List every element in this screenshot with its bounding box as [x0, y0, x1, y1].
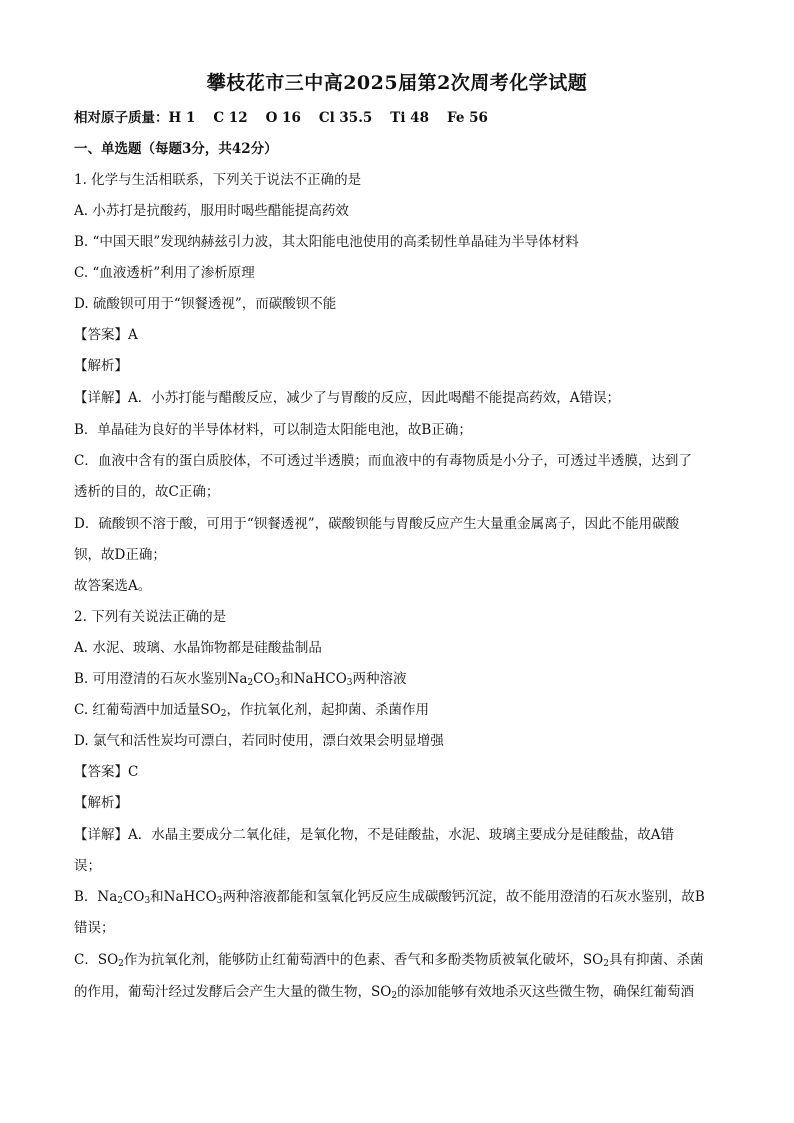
atomic-mass-h: H 1	[168, 110, 196, 126]
subscript: 3	[346, 678, 353, 688]
q1-option-a: A. 小苏打是抗酸药，服用时喝些醋能提高药效	[74, 203, 349, 219]
q1-detail-line: 【详解】A．小苏打能与醋酸反应，减少了与胃酸的反应，因此喝醋不能提高药效，A错误；	[74, 390, 620, 406]
text-segment: 具有抑菌、杀菌	[608, 952, 704, 968]
subscript: 2	[603, 959, 609, 969]
q2-detail-a-cont: 误；	[74, 858, 101, 874]
q1-conclusion: 故答案选A。	[74, 578, 152, 594]
q2-option-a: A. 水泥、玻璃、水晶饰物都是硅酸盐制品	[74, 640, 322, 656]
text-segment: B．Na	[74, 889, 118, 905]
q1-answer: 【答案】A	[74, 327, 138, 343]
q1-detail-line: 透析的目的，故C正确；	[74, 484, 220, 500]
atomic-mass-cl: Cl 35.5	[318, 110, 373, 126]
q2-option-b	[74, 670, 407, 688]
q1-option-c: C. “血液透析”利用了渗析原理	[74, 265, 255, 281]
subscript: 3	[216, 896, 223, 906]
subscript: 2	[118, 959, 124, 969]
section-title: 一、单选题（每题3分，共42分）	[74, 141, 278, 157]
q2-detail-b	[74, 888, 705, 906]
text-segment: 和NaHCO	[280, 671, 347, 687]
page-title: 攀枝花市三中高2025届第2次周考化学试题	[206, 72, 588, 94]
text-segment: C. 红葡萄酒中加适量SO	[74, 702, 221, 718]
q2-detail-b-cont: 错误；	[74, 920, 115, 936]
q2-detail-c	[74, 951, 703, 969]
subscript: 2	[391, 991, 398, 1001]
subscript: 3	[144, 896, 151, 906]
q1-detail-line: B．单晶硅为良好的半导体材料，可以制造太阳能电池，故B正确；	[74, 422, 472, 438]
text-segment: CO	[253, 671, 275, 687]
subscript: 2	[117, 896, 124, 906]
subscript: 2	[247, 678, 254, 688]
q1-stem: 1. 化学与生活相联系，下列关于说法不正确的是	[74, 172, 362, 188]
atomic-mass-ti: Ti 48	[390, 110, 429, 126]
atomic-mass-o: O 16	[265, 110, 301, 126]
text-segment: 的作用，葡萄汁经过发酵后会产生大量的微生物，SO	[74, 984, 392, 1000]
q1-option-b: B. “中国天眼”发现纳赫兹引力波，其太阳能电池使用的高柔韧性单晶硅为半导体材料	[74, 234, 579, 250]
q2-stem: 2. 下列有关说法正确的是	[74, 609, 227, 625]
atomic-mass-fe: Fe 56	[446, 110, 488, 126]
q1-option-d: D. 硫酸钡可用于“钡餐透视”，而碳酸钡不能	[74, 296, 337, 312]
text-segment: CO	[123, 889, 145, 905]
q2-detail-c-cont	[74, 983, 694, 1001]
q1-detail-line: D．硫酸钡不溶于酸，可用于“钡餐透视”，碳酸钡能与胃酸反应产生大量重金属离子，因此不能用碳酸	[74, 516, 680, 532]
subscript: 3	[274, 678, 281, 688]
text-segment: 和NaHCO	[150, 889, 217, 905]
text-segment: 两种溶液都能和氢氧化钙反应生成碳酸钙沉淀，故不能用澄清的石灰水鉴别，故B	[222, 889, 705, 905]
q1-detail-line: C．血液中含有的蛋白质胶体，不可透过半透膜；而血液中的有毒物质是小分子，可透过半透膜，达到了	[74, 453, 692, 469]
text-segment: 的添加能够有效地杀灭这些微生物，确保红葡萄酒	[397, 984, 695, 1000]
text-segment: B. 可用澄清的石灰水鉴别Na	[74, 671, 248, 687]
q1-analysis-label: 【解析】	[74, 358, 128, 374]
q2-option-c	[74, 701, 429, 719]
atomic-mass-line	[74, 109, 506, 127]
atomic-mass-c: C 12	[213, 110, 248, 126]
subscript: 2	[220, 709, 227, 719]
q2-analysis-label: 【解析】	[74, 795, 128, 811]
text-segment: ，作抗氧化剂，起抑菌、杀菌作用	[226, 702, 429, 718]
q2-answer: 【答案】C	[74, 764, 139, 780]
q1-detail-line: 钡，故D正确；	[74, 547, 166, 563]
text-segment: 作为抗氧化剂，能够防止红葡萄酒中的色素、香气和多酚类物质被氧化破坏，SO	[123, 952, 604, 968]
text-segment: 两种溶液	[352, 671, 407, 687]
text-segment: C．SO	[74, 952, 119, 968]
q2-option-d: D. 氯气和活性炭均可漂白，若同时使用，漂白效果会明显增强	[74, 733, 444, 749]
q2-detail-a: 【详解】A．水晶主要成分二氧化硅，是氧化物，不是硅酸盐，水泥、玻璃主要成分是硅酸盐，故A错	[74, 827, 674, 843]
atomic-mass-label: 相对原子质量：	[74, 110, 169, 126]
